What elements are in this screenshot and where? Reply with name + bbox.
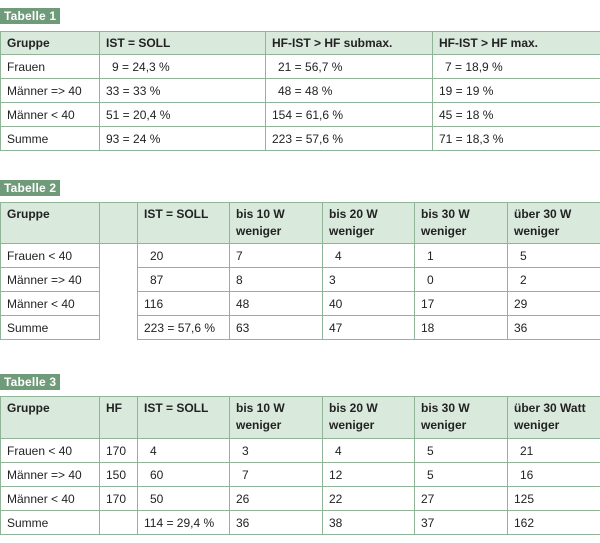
table-cell: 18 xyxy=(415,316,508,340)
table-cell: 19 = 19 % xyxy=(433,79,600,103)
table-cell: 21 xyxy=(508,439,600,463)
table-row xyxy=(1,463,600,487)
table-cell: 45 = 18 % xyxy=(433,103,600,127)
table-cell: 7 xyxy=(230,244,323,268)
table-cell: 114 = 29,4 % xyxy=(138,511,230,535)
column-header: bis 20 W weniger xyxy=(323,397,415,439)
table-cell: Männer < 40 xyxy=(1,103,100,127)
table-cell: 5 xyxy=(508,244,600,268)
table-cell: 162 xyxy=(508,511,600,535)
table-cell: 125 xyxy=(508,487,600,511)
column-header: HF-IST > HF max. xyxy=(433,32,600,55)
table-row xyxy=(1,316,600,340)
table-cell: 33 = 33 % xyxy=(100,79,266,103)
table-row xyxy=(1,127,600,151)
table-cell: 5 xyxy=(415,439,508,463)
table-cell: 40 xyxy=(323,292,415,316)
table-cell: Summe xyxy=(1,511,100,535)
table-cell: 9 = 24,3 % xyxy=(100,55,266,79)
table-cell: Frauen xyxy=(1,55,100,79)
table-cell: 12 xyxy=(323,463,415,487)
table-cell xyxy=(100,268,138,292)
table-cell: 71 = 18,3 % xyxy=(433,127,600,151)
table-row xyxy=(1,79,600,103)
table-cell: 7 = 18,9 % xyxy=(433,55,600,79)
table-cell xyxy=(100,292,138,316)
column-header: bis 10 W weniger xyxy=(230,397,323,439)
table-cell: 17 xyxy=(415,292,508,316)
column-header: Gruppe xyxy=(1,32,100,55)
table-cell: 20 xyxy=(138,244,230,268)
table-cell: 223 = 57,6 % xyxy=(138,316,230,340)
table-row xyxy=(1,103,600,127)
table-header-row xyxy=(1,32,600,55)
column-header: HF xyxy=(100,397,138,439)
table-cell: Männer => 40 xyxy=(1,268,100,292)
table-cell: 26 xyxy=(230,487,323,511)
table-header-row xyxy=(1,397,600,439)
table-cell: 170 xyxy=(100,439,138,463)
column-header: über 30 Watt weniger xyxy=(508,397,600,439)
table-cell: 116 xyxy=(138,292,230,316)
table-cell: 21 = 56,7 % xyxy=(266,55,433,79)
table-cell: 48 xyxy=(230,292,323,316)
table-cell: 2 xyxy=(508,268,600,292)
table-cell: 4 xyxy=(323,244,415,268)
table-1 xyxy=(0,31,600,151)
column-header: bis 30 W weniger xyxy=(415,203,508,244)
table-cell: 1 xyxy=(415,244,508,268)
column-header: Gruppe xyxy=(1,203,100,244)
table-2-title: Tabelle 2 xyxy=(0,180,60,196)
column-header: bis 30 W weniger xyxy=(415,397,508,439)
table-cell: Männer < 40 xyxy=(1,292,100,316)
table-cell: 154 = 61,6 % xyxy=(266,103,433,127)
table-row xyxy=(1,292,600,316)
table-row xyxy=(1,55,600,79)
table-cell: 63 xyxy=(230,316,323,340)
table-cell: 93 = 24 % xyxy=(100,127,266,151)
table-cell: 4 xyxy=(138,439,230,463)
table-3 xyxy=(0,396,600,535)
table-cell: 3 xyxy=(323,268,415,292)
table-cell: 48 = 48 % xyxy=(266,79,433,103)
table-cell: Männer => 40 xyxy=(1,79,100,103)
table-cell: Frauen < 40 xyxy=(1,439,100,463)
table-cell: 223 = 57,6 % xyxy=(266,127,433,151)
table-cell: 36 xyxy=(508,316,600,340)
table-cell: 5 xyxy=(415,463,508,487)
column-header: bis 10 W weniger xyxy=(230,203,323,244)
column-header xyxy=(100,203,138,244)
table-cell: 60 xyxy=(138,463,230,487)
column-header: HF-IST > HF submax. xyxy=(266,32,433,55)
table-cell: 4 xyxy=(323,439,415,463)
table-cell: 47 xyxy=(323,316,415,340)
table-cell: 87 xyxy=(138,268,230,292)
table-3-title: Tabelle 3 xyxy=(0,374,60,390)
table-row xyxy=(1,244,600,268)
table-cell: Frauen < 40 xyxy=(1,244,100,268)
table-cell: 22 xyxy=(323,487,415,511)
table-cell: 29 xyxy=(508,292,600,316)
table-cell: Summe xyxy=(1,316,100,340)
table-cell: 150 xyxy=(100,463,138,487)
table-cell: 8 xyxy=(230,268,323,292)
column-header: IST = SOLL xyxy=(138,203,230,244)
table-header-row xyxy=(1,203,600,244)
table-cell: 170 xyxy=(100,487,138,511)
table-cell: 0 xyxy=(415,268,508,292)
table-cell: 50 xyxy=(138,487,230,511)
table-cell: 38 xyxy=(323,511,415,535)
table-cell xyxy=(100,316,138,340)
table-cell xyxy=(100,511,138,535)
table-cell: 16 xyxy=(508,463,600,487)
column-header: IST = SOLL xyxy=(100,32,266,55)
column-header: IST = SOLL xyxy=(138,397,230,439)
table-cell: 3 xyxy=(230,439,323,463)
column-header: Gruppe xyxy=(1,397,100,439)
table-1-title: Tabelle 1 xyxy=(0,8,60,24)
table-cell: 7 xyxy=(230,463,323,487)
column-header: bis 20 W weniger xyxy=(323,203,415,244)
table-2 xyxy=(0,202,600,340)
table-cell xyxy=(100,244,138,268)
table-cell: 27 xyxy=(415,487,508,511)
table-cell: Summe xyxy=(1,127,100,151)
table-row xyxy=(1,487,600,511)
table-cell: 51 = 20,4 % xyxy=(100,103,266,127)
table-row xyxy=(1,511,600,535)
table-row xyxy=(1,268,600,292)
table-cell: 36 xyxy=(230,511,323,535)
table-row xyxy=(1,439,600,463)
column-header: über 30 W weniger xyxy=(508,203,600,244)
table-cell: Männer < 40 xyxy=(1,487,100,511)
table-cell: 37 xyxy=(415,511,508,535)
table-cell: Männer => 40 xyxy=(1,463,100,487)
